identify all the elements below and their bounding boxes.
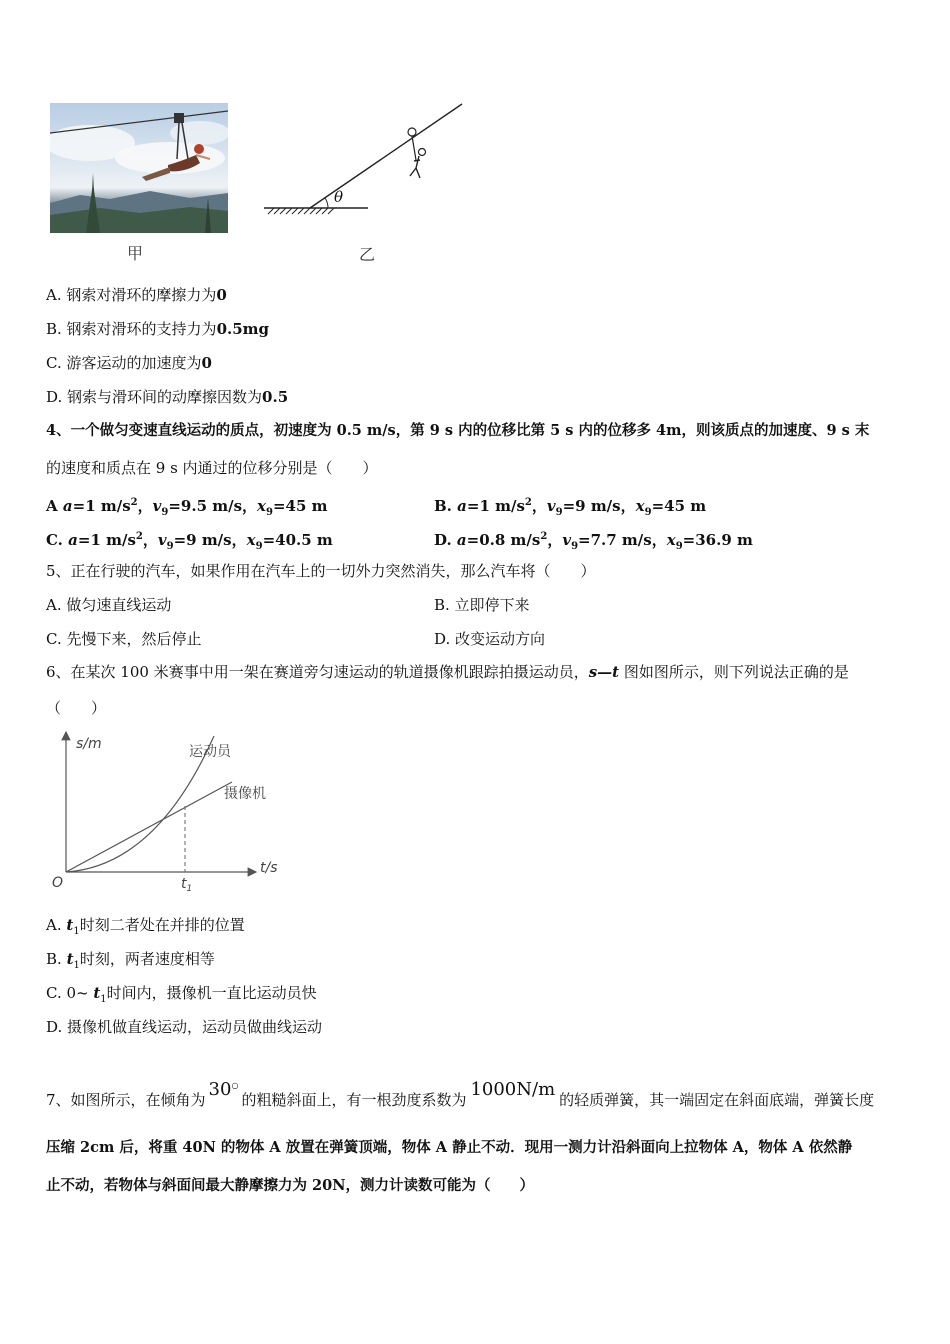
athlete-label: 运动员 (189, 744, 231, 760)
q3-option-a: A. 钢索对滑环的摩擦力为0 (46, 286, 227, 304)
q3-option-b: B. 钢索对滑环的支持力为0.5mg (46, 320, 270, 338)
q6-option-c: C. 0~ $t_1$时间内，摄像机一直比运动员快 (46, 984, 317, 1005)
camera-line (66, 782, 232, 872)
q4-option-b: B. a=1 $m/s^2$，$v_9=9$ m/s，$x_9=45$ m (434, 497, 707, 518)
figure-yi-caption: 乙 (359, 245, 376, 264)
q7-stem-line3: 止不动，若物体与斜面间最大静摩擦力为 20N，测力计读数可能为（ ） (46, 1177, 534, 1194)
q6-stem-line2: （ ） (46, 699, 107, 717)
q7-stem-line1: 7、如图所示，在倾角为 30○的粗糙斜面上，有一根劲度系数为 1000N/m 的轻质弹簧，其一端固定在斜面底端，弹簧长度 (46, 1079, 875, 1109)
q3-option-c: C. 游客运动的加速度为0 (46, 354, 212, 372)
camera-label: 摄像机 (224, 786, 266, 802)
q5-stem: 5、正在行驶的汽车，如果作用在汽车上的一切外力突然消失，那么汽车将（ ） (46, 562, 596, 580)
q3-option-d: D. 钢索与滑环间的动摩擦因数为0.5 (46, 388, 289, 406)
q4-option-a: A a=1 $m/s^2$，$v_9=9.5$ m/s，$x_9=45$ m (46, 497, 328, 518)
q5-option-b: B. 立即停下来 (434, 596, 530, 614)
q6-option-b: B. $t_1$时刻，两者速度相等 (46, 950, 215, 971)
figure-jia-caption: 甲 (127, 244, 144, 263)
q7-stem-line2: 压缩 2cm 后，将重 40N 的物体 A 放置在弹簧顶端，物体 A 静止不动．现用一测力计沿斜面向上拉物体 A，物体 A 依然静 (46, 1139, 853, 1156)
q4-stem-line2: 的速度和质点在 9 s 内通过的位移分别是（ ） (46, 459, 378, 477)
y-axis-label: s/m (76, 736, 102, 752)
q4-stem-line1: 4、一个做匀变速直线运动的质点，初速度为 0.5 m/s，第 9 s 内的位移比第 5 s 内的位移多 4m，则该质点的加速度、9 s 末 (46, 422, 870, 439)
q5-option-d: D. 改变运动方向 (434, 630, 546, 648)
q4-option-d: D. a=0.8 $m/s^2$，$v_9=7.7$ m/s，$x_9=36.9$ m (434, 531, 753, 552)
q6-stem-line1: 6、在某次 100 米赛事中用一架在赛道旁匀速运动的轨道摄像机跟踪拍摄运动员，s—t 图如图所示，则下列说法正确的是 (46, 663, 849, 681)
q4-option-c: C. a=1 $m/s^2$，$v_9=9$ m/s，$x_9=40.5$ m (46, 531, 333, 552)
x-axis-label: t/s (260, 860, 278, 876)
q5-option-a: A. 做匀速直线运动 (46, 596, 172, 614)
zipline-photo (50, 103, 228, 233)
angle-theta-label: θ (334, 188, 344, 206)
q6-option-a: A. $t_1$时刻二者处在并排的位置 (46, 916, 245, 937)
incline-diagram (258, 98, 468, 218)
q6-option-d: D. 摄像机做直线运动，运动员做曲线运动 (46, 1018, 323, 1036)
zipline-photo-drawing (50, 103, 228, 233)
s-t-graph (46, 726, 296, 896)
origin-label: O (52, 875, 64, 891)
q5-option-c: C. 先慢下来，然后停止 (46, 630, 202, 648)
t1-label: $t_1$ (181, 876, 193, 894)
